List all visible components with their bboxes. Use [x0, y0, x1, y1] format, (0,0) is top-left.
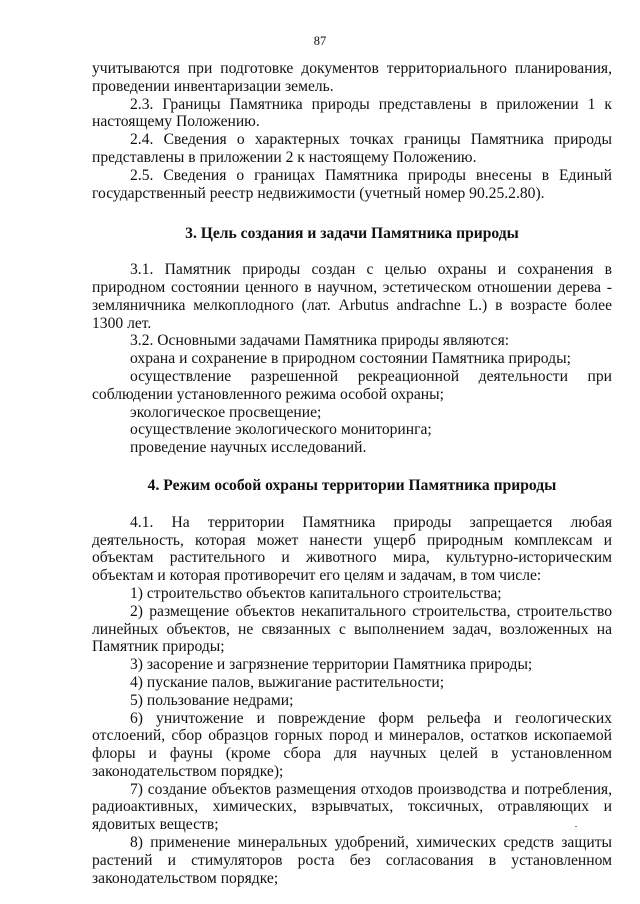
prohibition-item: 5) пользование недрами;	[130, 691, 294, 709]
task-item: осуществление экологического мониторинга;	[130, 421, 432, 439]
prohibition-item: 2) размещение объектов некапитального строительства, строительство линейных объектов, не связанных с выполнением задач, возложенных на Памятник природы;	[92, 602, 612, 656]
section-4-heading: 4. Режим особой охраны территории Памятника природы	[147, 476, 557, 494]
task-item: экологическое просвещение;	[130, 403, 322, 421]
page-number: 87	[313, 34, 327, 48]
section-3-heading: 3. Цель создания и задачи Памятника природы	[185, 225, 519, 243]
task-item: охрана и сохранение в природном состоянии Памятника природы;	[130, 350, 571, 368]
prohibition-item: 7) создание объектов размещения отходов производства и потребления, радиоактивных, химических, взрывчатых, токсичных, отравляющих и ядовитых веществ;	[92, 780, 612, 834]
paragraph-2-3: 2.3. Границы Памятника природы представлены в приложении 1 к настоящему Положению.	[92, 95, 612, 131]
paragraph-3-1: 3.1. Памятник природы создан с целью охраны и сохранения в природном состоянии ценного в научном, эстетическом отношении дерева - земляничника мелкоплодного (лат. Arbutus andrachne L.) в возрасте более 1300 лет.	[92, 261, 612, 332]
task-item: осуществление разрешенной рекреационной деятельности при соблюдении установленного режима особой охраны;	[92, 367, 612, 403]
task-item: проведение научных исследований.	[130, 439, 367, 457]
paragraph-4-1: 4.1. На территории Памятника природы запрещается любая деятельность, которая может нанести ущерб природным комплексам и объектам растительного и животного мира, культурно-историческим объектам и которая противоречит его целям и задачам, в том числе:	[92, 513, 612, 585]
prohibition-item: 6) уничтожение и повреждение форм рельефа и геологических отслоений, сбор образцов горных пород и минералов, остатков ископаемой флоры и фауны (кроме сбора для научных целей в установленном законодательством порядке);	[92, 709, 612, 780]
prohibition-item: 4) пускание палов, выжигание растительности;	[130, 673, 445, 691]
paragraph-3-2: 3.2. Основными задачами Памятника природы являются:	[130, 332, 510, 350]
paragraph-continued: учитываются при подготовке документов территориального планирования, проведении инвентаризации земель.	[92, 60, 612, 95]
paragraph-2-5: 2.5. Сведения о границах Памятника природы внесены в Единый государственный реестр недвижимости (учетный номер 90.25.2.80).	[92, 166, 612, 202]
scan-speck	[575, 826, 577, 827]
prohibition-item: 3) засорение и загрязнение территории Памятника природы;	[130, 656, 533, 674]
paragraph-2-4: 2.4. Сведения о характерных точках границы Памятника природы представлены в приложении 2 к настоящему Положению.	[92, 131, 612, 166]
prohibition-item: 8) применение минеральных удобрений, химических средств защиты растений и стимуляторов роста без согласования в установленном законодательством порядке;	[92, 834, 612, 887]
page-body	[92, 60, 612, 887]
prohibition-item: 1) строительство объектов капитального строительства;	[130, 584, 502, 602]
